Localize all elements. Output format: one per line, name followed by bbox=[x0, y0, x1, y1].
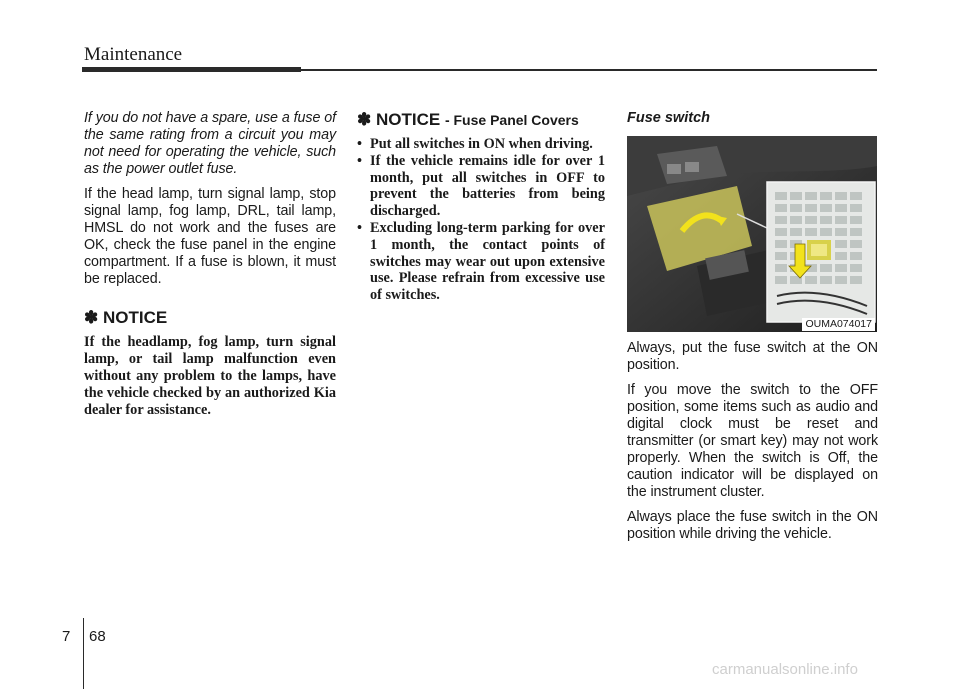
column-right bbox=[627, 110, 878, 551]
footer-divider bbox=[83, 618, 84, 689]
fuse-switch-paragraph: Always, put the fuse switch at the ON position. bbox=[627, 340, 878, 373]
notice-symbol: ✽ bbox=[84, 308, 99, 327]
fuse-switch-paragraph: Always place the fuse switch in the ON position while driving the vehicle. bbox=[627, 509, 878, 542]
list-item: • Excluding long-term parking for over 1 month, the contact points of switches may wear out upon extensive use. Please refrain from excessive use of switches. bbox=[357, 219, 605, 304]
notice-heading bbox=[84, 308, 336, 328]
bullet-icon: • bbox=[357, 136, 363, 152]
header-rule-thick bbox=[82, 67, 301, 72]
fuse-switch-illustration bbox=[627, 136, 877, 332]
bullet-icon: • bbox=[357, 152, 363, 169]
figure-code-label: OUMA074017 bbox=[802, 318, 875, 331]
notice-heading-fuse-covers bbox=[357, 110, 605, 130]
column-left bbox=[84, 110, 336, 419]
lamp-check-paragraph: If the head lamp, turn signal lamp, stop signal lamp, fog lamp, DRL, tail lamp, HMSL do not work and the fuses are OK, check the fuse panel in the engine compartment. If a fuse is blown, it must be replaced. bbox=[84, 186, 336, 287]
bullet-icon: • bbox=[357, 219, 363, 236]
page-number: 68 bbox=[89, 628, 106, 645]
header-rule-thin bbox=[301, 69, 877, 71]
notice-subtitle: - Fuse Panel Covers bbox=[444, 112, 579, 128]
fuse-switch-figure bbox=[627, 136, 877, 332]
column-middle bbox=[357, 110, 605, 304]
spare-fuse-note: If you do not have a spare, use a fuse of the same rating from a circuit you may not need for operating the vehicle, such as the power outlet fuse. bbox=[84, 110, 336, 177]
fuse-switch-paragraph: If you move the switch to the OFF position, some items such as audio and digital clock must be reset and transmitter (or smart key) may not work properly. When the switch is Off, the caution indicator will be displayed on the instrument cluster. bbox=[627, 382, 878, 500]
notice-lamp-malfunction: If the headlamp, fog lamp, turn signal lamp, or tail lamp malfunction even without any problem to the lamps, have the vehicle checked by an authorized Kia dealer for assistance. bbox=[84, 334, 336, 418]
list-item: • If the vehicle remains idle for over 1 month, put all switches in OFF to prevent the batteries from being discharged. bbox=[357, 152, 605, 220]
notice-symbol: ✽ bbox=[357, 110, 372, 129]
page-header-title: Maintenance bbox=[84, 44, 183, 65]
notice-title: NOTICE bbox=[375, 110, 441, 129]
watermark-text: carmanualsonline.info bbox=[712, 661, 858, 678]
chapter-number: 7 bbox=[62, 628, 71, 645]
fuse-cover-bullet-list bbox=[357, 136, 605, 304]
notice-title: NOTICE bbox=[102, 308, 168, 327]
fuse-switch-title: Fuse switch bbox=[627, 110, 710, 126]
list-item: • Put all switches in ON when driving. bbox=[357, 136, 593, 152]
